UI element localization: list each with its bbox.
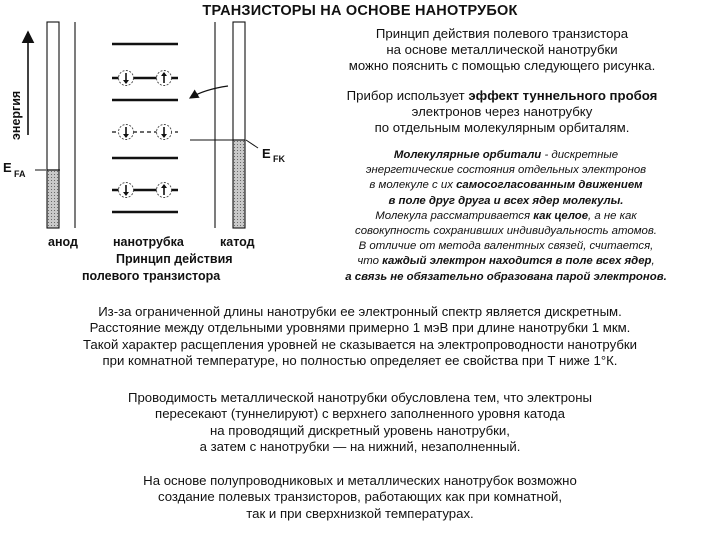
page-title: ТРАНЗИСТОРЫ НА ОСНОВЕ НАНОТРУБОК [202, 3, 518, 19]
intro-line: Принцип действия полевого транзистора [375, 26, 629, 41]
paragraph-line: Проводимость металлической нанотрубки обусловлена тем, что электроны [127, 390, 593, 405]
paragraph-line: так и при сверхнизкой температурах. [246, 505, 474, 521]
device-paragraph [292, 88, 712, 136]
paragraph-line: а затем с нанотрубки — на нижний, незаполненный. [199, 439, 521, 455]
device-line: Прибор использует эффект туннельного пробоя [346, 88, 658, 103]
intro-line: на основе металлической нанотрубки [386, 42, 618, 57]
level-pointer-arrow [190, 86, 228, 98]
cathode-label: катод [220, 235, 255, 249]
anode-column-empty [47, 22, 59, 170]
paragraph-line: на проводящий дискретный уровень нанотрубки, [210, 422, 510, 438]
paragraph-line: Такой характер расщепления уровней не сказывается на электропроводности нанотрубки [82, 336, 638, 352]
paragraph-conductivity [0, 390, 720, 456]
orbitals-line: Молекулярные орбитали - дискретные [393, 149, 619, 161]
paragraph-discrete-spectrum [0, 304, 720, 370]
cathode-filled-region [233, 140, 245, 228]
efk-label: E [262, 146, 271, 161]
paragraph-line: при комнатной температуре, но полностью определяет ее свойства при Т ниже 1°К. [102, 353, 618, 369]
efk-subscript: FK [273, 154, 285, 164]
orbitals-line: энергетические состояния отдельных электронов [365, 164, 647, 177]
paragraph-line: На основе полупроводниковых и металлических нанотрубок возможно [143, 473, 577, 488]
paragraph-applications [0, 473, 720, 522]
orbitals-line: что каждый электрон находится в поле всех ядер, [357, 255, 655, 268]
efk-pointer [246, 140, 258, 148]
orbitals-line: совокупность сохранивших индивидуальность атомов. [355, 225, 657, 238]
figure-caption-line: Принцип действия [116, 252, 233, 266]
orbitals-line: В отличие от метода валентных связей, считается, [358, 240, 654, 253]
intro-line: можно пояснить с помощью следующего рисунка. [348, 58, 656, 73]
transistor-energy-diagram [0, 0, 300, 300]
orbitals-term: Молекулярные орбитали [393, 149, 542, 161]
tunnel-effect-term: эффект туннельного пробоя [468, 88, 658, 103]
paragraph-line: Расстояние между отдельными уровнями примерно 1 мэВ при длине нанотрубки 1 мкм. [89, 320, 631, 336]
orbitals-paragraph [300, 148, 712, 285]
anode-label: анод [48, 235, 78, 249]
anode-filled-region [47, 170, 59, 228]
device-line: по отдельным молекулярным орбиталям. [374, 120, 630, 135]
orbitals-line: а связь не обязательно образована парой электронов. [345, 270, 667, 283]
orbitals-line: в молекуле с их самосогласованным движением [369, 179, 643, 192]
paragraph-line: Из-за ограниченной длины нанотрубки ее электронный спектр является дискретным. [98, 304, 622, 319]
paragraph-line: пересекают (туннелируют) с верхнего заполненного уровня катода [155, 406, 565, 422]
orbitals-line: в поле друг друга и всех ядер молекулы. [388, 194, 624, 207]
device-line: электронов через нанотрубку [411, 104, 593, 119]
paragraph-line: создание полевых транзисторов, работающих как при комнатной, [157, 489, 563, 505]
efa-subscript: FA [14, 169, 26, 179]
figure-caption-line: полевого транзистора [82, 269, 221, 283]
efa-label: E [3, 160, 12, 175]
intro-paragraph [292, 26, 712, 74]
cathode-column-empty [233, 22, 245, 140]
orbitals-line: Молекула рассматривается как целое, а не как [375, 209, 637, 222]
energy-axis-label: энергия [9, 90, 23, 140]
nanotube-label: нанотрубка [113, 235, 184, 249]
